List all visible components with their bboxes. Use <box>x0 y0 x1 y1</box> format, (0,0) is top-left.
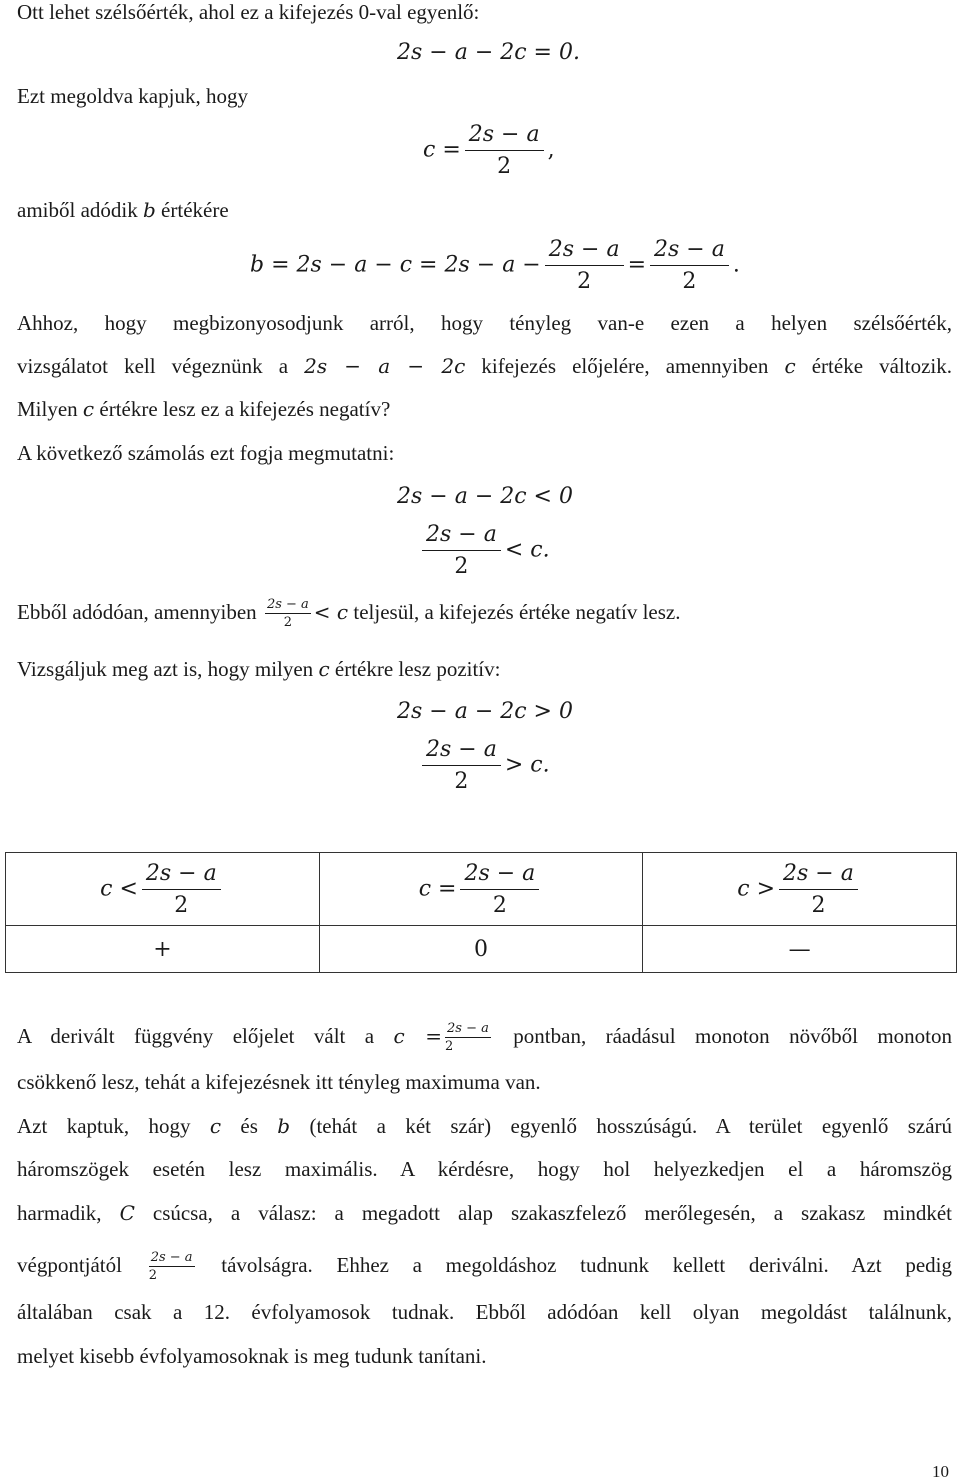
paragraph-negative-result: Ebből adódóan, amennyiben $\frac{2s - a}{2}$ < c teljesül, a kifejezés értéke negatív lesz. <box>17 597 681 630</box>
paragraph-positive-check: Vizsgáljuk meg azt is, hogy milyen c értékre lesz pozitív: <box>17 657 501 681</box>
sign-table <box>5 852 957 973</box>
equation-c-value: c = $\frac{2s - a}{2}$ , <box>423 122 555 179</box>
paragraph-b-value: amiből adódik b értékére <box>17 198 229 222</box>
paragraph-following: A következő számolás ezt fogja megmutatni: <box>17 441 395 465</box>
sign-table-cell: — <box>643 926 957 973</box>
inequality-positive: 2s − a − 2c > 0 <box>397 699 573 724</box>
paragraph-check-line-2: vizsgálatot kell végeznünk a 2s − a − 2c kifejezés előjelére, amennyiben c értéke változik. <box>17 354 953 378</box>
page-number: 10 <box>932 1462 949 1481</box>
inequality-positive-solved: $\frac{2s - a}{2}$ > c. <box>418 737 550 794</box>
inequality-negative-solved: $\frac{2s - a}{2}$ < c. <box>418 522 550 579</box>
equation-critical-point: 2s − a − 2c = 0. <box>397 40 580 65</box>
sign-table-header: c < $\frac{2s - a}{2}$ <box>6 853 320 926</box>
paragraph-conclusion-line-5: általában csak a 12. évfolyamosok tudnak. Ebből adódóan kell olyan megoldást találnunk, <box>17 1300 952 1324</box>
inequality-negative: 2s − a − 2c < 0 <box>397 484 573 509</box>
paragraph-derivative-line-2: csökkenő lesz, tehát a kifejezésnek itt tényleg maximuma van. <box>17 1070 541 1094</box>
sign-table-cell: + <box>6 926 320 973</box>
sign-table-cell: 0 <box>319 926 642 973</box>
paragraph-check-line-1: Ahhoz, hogy megbizonyosodjunk arról, hogy tényleg van-e ezen a helyen szélsőérték, <box>17 311 952 335</box>
paragraph-conclusion-line-6: melyet kisebb évfolyamosoknak is meg tudunk tanítani. <box>17 1344 487 1368</box>
paragraph-intro: Ott lehet szélsőérték, ahol ez a kifejezés 0-val egyenlő: <box>17 0 480 24</box>
sign-table-header: c = $\frac{2s - a}{2}$ <box>319 853 642 926</box>
paragraph-conclusion-line-4: végpontjától $\frac{2s - a}{2}$ távolságra. Ehhez a megoldáshoz tudnunk kellett deriválni. Azt pedig <box>17 1250 952 1283</box>
paragraph-check-line-3: Milyen c értékre lesz ez a kifejezés negatív? <box>17 397 391 421</box>
paragraph-solving: Ezt megoldva kapjuk, hogy <box>17 84 248 108</box>
sign-table-header: c > $\frac{2s - a}{2}$ <box>643 853 957 926</box>
paragraph-conclusion-line-2: háromszögek esetén lesz maximális. A kérdésre, hogy hol helyezkedjen el a háromszög <box>17 1157 952 1181</box>
paragraph-conclusion-line-1: Azt kaptuk, hogy c és b (tehát a két szár) egyenlő hosszúságú. A terület egyenlő szárú <box>17 1114 953 1138</box>
equation-b-value: b = 2s − a − c = 2s − a − $\frac{2s - a}{2}$ = $\frac{2s - a}{2}$ . <box>250 237 740 294</box>
paragraph-conclusion-line-3: harmadik, C csúcsa, a válasz: a megadott alap szakaszfelező merőlegesén, a szakasz mindkét <box>17 1201 952 1225</box>
paragraph-derivative-line-1: A derivált függvény előjelet vált a c = $\frac{2s - a}{2}$ pontban, ráadásul monoton növőből monoton <box>17 1021 952 1054</box>
